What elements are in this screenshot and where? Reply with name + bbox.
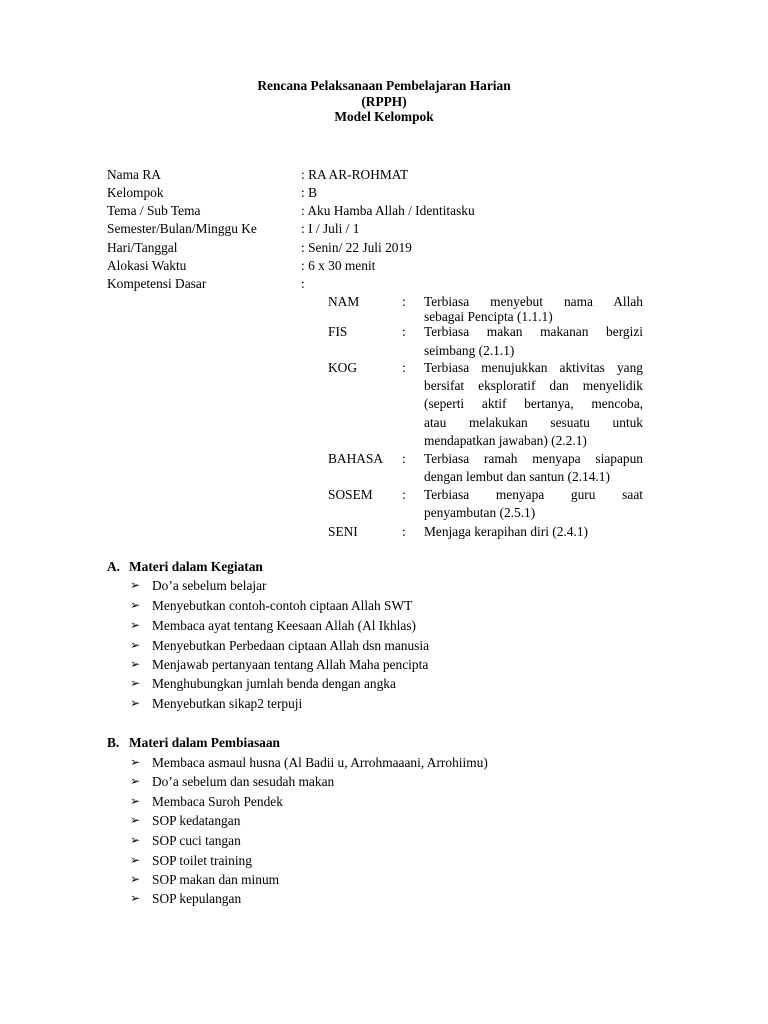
- info-value-kompetensi-dasar: :: [301, 276, 305, 291]
- section-b-title: Materi dalam Pembiasaan: [129, 735, 280, 750]
- kd-text-line: sebagai Pencipta (1.1.1): [424, 309, 553, 324]
- info-label-alokasi-waktu: Alokasi Waktu: [107, 258, 187, 273]
- kd-text-line: Terbiasa menyebut nama Allah: [424, 294, 643, 309]
- kd-code-fis: FIS: [328, 324, 348, 339]
- kd-colon: :: [402, 294, 406, 309]
- info-label-semester: Semester/Bulan/Minggu Ke: [107, 221, 257, 236]
- document-title-line-2: (RPPH): [361, 94, 407, 109]
- kd-colon: :: [402, 451, 406, 466]
- kd-text-line: Menjaga kerapihan diri (2.4.1): [424, 524, 588, 539]
- document-page: Rencana Pelaksanaan Pembelajaran Harian (RPPH) Model Kelompok Nama RA : RA AR-ROHMAT Kelompok : B Tema / Sub Tema : Aku Hamba Allah / Identitasku Semester/Bulan/Minggu Ke : I / Juli / 1 Hari/Tanggal : Senin/ 22 Juli 2019 Alokasi Waktu : 6 x 30 menit Kompetensi Dasar : NAM : Terbiasa menyebut nama Allah sebagai Pencipta (1.1.1) FIS : Terbiasa makan makanan bergizi seimbang (2.1.1) KOG : Terbiasa menujukkan aktivitas yang bersifat eksploratif dan menyelidik (seperti aktif bertanya, mencoba, atau melakukan sesuatu untuk mendapatkan jawaban) (2.2.1) BAHASA : Terbiasa ramah menyapa siapapun dengan lembut dan santun (2.14.1) SOSEM : Terbiasa menyapa guru saat penyambutan (2.5.1) SENI : Menjaga kerapihan diri (2.4.1) A. Materi dalam Kegiatan ➢ Do’a sebelum belajar ➢ Menyebutkan contoh-contoh ciptaan Allah SWT ➢ Membaca ayat tentang Keesaan Allah (Al Ikhlas) ➢ Menyebutkan Perbedaan ciptaan Allah dsn manusia ➢ Menjawab pertanyaan tentang Allah Maha pencipta ➢ Menghubungkan jumlah benda dengan angka ➢ Menyebutkan sikap2 terpuji B. Materi dalam Pembiasaan ➢ Membaca asmaul husna (Al Badii u, Arrohmaaani, Arrohiimu) ➢ Do’a sebelum dan sesudah makan ➢ Membaca Suroh Pendek ➢ SOP kedatangan ➢ SOP cuci tangan ➢ SOP toilet training ➢ SOP makan dan minum ➢ SOP kepulangan: [0, 0, 768, 1024]
- arrow-bullet-icon: ➢: [130, 676, 141, 690]
- arrow-bullet-icon: ➢: [130, 618, 141, 632]
- kd-text-line: bersifat eksploratif dan menyelidik: [424, 378, 643, 393]
- info-label-tema: Tema / Sub Tema: [107, 203, 201, 218]
- arrow-bullet-icon: ➢: [130, 598, 141, 612]
- kd-code-sosem: SOSEM: [328, 487, 373, 502]
- arrow-bullet-icon: ➢: [130, 853, 141, 867]
- kd-text-line: Terbiasa ramah menyapa siapapun: [424, 451, 643, 466]
- arrow-bullet-icon: ➢: [130, 891, 141, 905]
- kd-code-nam: NAM: [328, 294, 360, 309]
- info-value-hari-tanggal: : Senin/ 22 Juli 2019: [301, 240, 412, 255]
- kd-colon: :: [402, 324, 406, 339]
- section-b-letter: B.: [107, 735, 120, 750]
- kd-text-line: atau melakukan sesuatu untuk: [424, 415, 643, 430]
- section-a-letter: A.: [107, 559, 121, 574]
- arrow-bullet-icon: ➢: [130, 813, 141, 827]
- arrow-bullet-icon: ➢: [130, 755, 141, 769]
- info-value-semester: : I / Juli / 1: [301, 221, 360, 236]
- kd-code-bahasa: BAHASA: [328, 451, 384, 466]
- info-value-kelompok: : B: [301, 185, 317, 200]
- arrow-bullet-icon: ➢: [130, 774, 141, 788]
- kd-colon: :: [402, 487, 406, 502]
- kd-text-line: penyambutan (2.5.1): [424, 505, 536, 520]
- info-value-alokasi-waktu: : 6 x 30 menit: [301, 258, 376, 273]
- document-title-line-3: Model Kelompok: [334, 109, 434, 124]
- kd-text-line: seimbang (2.1.1): [424, 343, 515, 358]
- kd-code-seni: SENI: [328, 524, 358, 539]
- kd-text-line: Terbiasa menujukkan aktivitas yang: [424, 360, 643, 375]
- document-title-line-1: Rencana Pelaksanaan Pembelajaran Harian: [257, 78, 511, 93]
- section-b-heading: [107, 735, 280, 751]
- kd-text-line: Terbiasa menyapa guru saat: [424, 487, 643, 502]
- section-a-heading: [107, 559, 263, 575]
- info-value-nama-ra: : RA AR-ROHMAT: [301, 167, 409, 182]
- kd-colon: :: [402, 360, 406, 375]
- section-a-title: Materi dalam Kegiatan: [129, 559, 263, 574]
- kd-text-line: mendapatkan jawaban) (2.2.1): [424, 433, 587, 448]
- info-value-tema: : Aku Hamba Allah / Identitasku: [301, 203, 475, 218]
- arrow-bullet-icon: ➢: [130, 657, 141, 671]
- info-label-hari-tanggal: Hari/Tanggal: [107, 240, 178, 255]
- kd-code-kog: KOG: [328, 360, 358, 375]
- arrow-bullet-icon: ➢: [130, 638, 141, 652]
- arrow-bullet-icon: ➢: [130, 578, 141, 592]
- info-label-kompetensi-dasar: Kompetensi Dasar: [107, 276, 207, 291]
- kd-colon: :: [402, 524, 406, 539]
- kd-text-line: Terbiasa makan makanan bergizi: [424, 324, 643, 339]
- arrow-bullet-icon: ➢: [130, 872, 141, 886]
- kd-text-line: (seperti aktif bertanya, mencoba,: [424, 396, 643, 411]
- arrow-bullet-icon: ➢: [130, 794, 141, 808]
- arrow-bullet-icon: ➢: [130, 833, 141, 847]
- arrow-bullet-icon: ➢: [130, 696, 141, 710]
- info-label-kelompok: Kelompok: [107, 185, 164, 200]
- kd-text-line: dengan lembut dan santun (2.14.1): [424, 469, 610, 484]
- info-label-nama-ra: Nama RA: [107, 167, 161, 182]
